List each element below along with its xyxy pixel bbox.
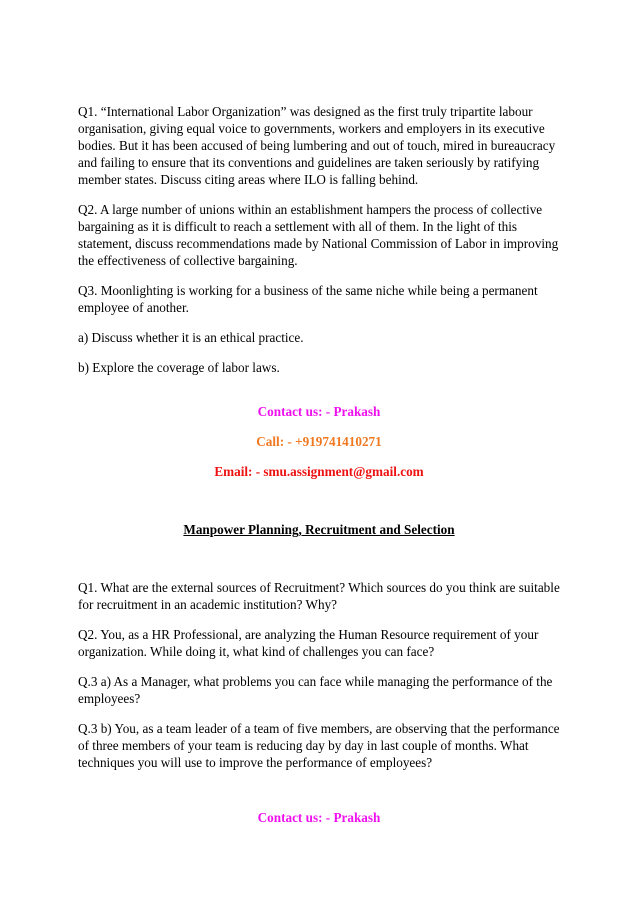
document-page	[78, 103, 560, 826]
contact-email: Email: - smu.assignment@gmail.com	[214, 464, 424, 479]
question-q3-part-b: b) Explore the coverage of labor laws.	[78, 360, 280, 375]
question-hr-challenges: Q2. You, as a HR Professional, are analyzing the Human Resource requirement of your organization. While doing it, what kind of challenges you can face?	[78, 627, 539, 659]
question-q2-unions: Q2. A large number of unions within an establishment hampers the process of collective bargaining as it is difficult to reach a settlement with all of them. In the light of this statement, discuss recommendations made by National Commission of Labor in improving the effectiveness of collective bargaining.	[78, 202, 559, 268]
contact-name: Contact us: - Prakash	[257, 404, 381, 419]
section-2	[78, 579, 560, 771]
section-2-title: Manpower Planning, Recruitment and Selection	[183, 522, 455, 537]
contact-block	[78, 403, 560, 480]
contact-call: Call: - +919741410271	[256, 434, 382, 449]
footer-contact-name: Contact us: - Prakash	[257, 810, 381, 825]
question-q1-ilo: Q1. “International Labor Organization” was designed as the first truly tripartite labour organisation, giving equal voice to governments, workers and employers in its executive bodies. But it has been accused of being lumbering and out of touch, mired in bureaucracy and failing to ensure that its conventions and guidelines are taken seriously by ratifying member states. Discuss citing areas where ILO is falling behind.	[78, 104, 556, 187]
question-q3-moonlighting: Q3. Moonlighting is working for a business of the same niche while being a permanent employee of another.	[78, 283, 538, 315]
question-recruitment-sources: Q1. What are the external sources of Recruitment? Which sources do you think are suitable for recruitment in an academic institution? Why?	[78, 580, 560, 612]
question-q3-part-a: a) Discuss whether it is an ethical practice.	[78, 330, 304, 345]
section-1	[78, 103, 560, 376]
question-q3a-manager: Q.3 a) As a Manager, what problems you can face while managing the performance of the employees?	[78, 674, 553, 706]
question-q3b-team-leader: Q.3 b) You, as a team leader of a team of five members, are observing that the performance of three members of your team is reducing day by day in last couple of months. What techniques you will use to improve the performance of employees?	[78, 721, 560, 770]
